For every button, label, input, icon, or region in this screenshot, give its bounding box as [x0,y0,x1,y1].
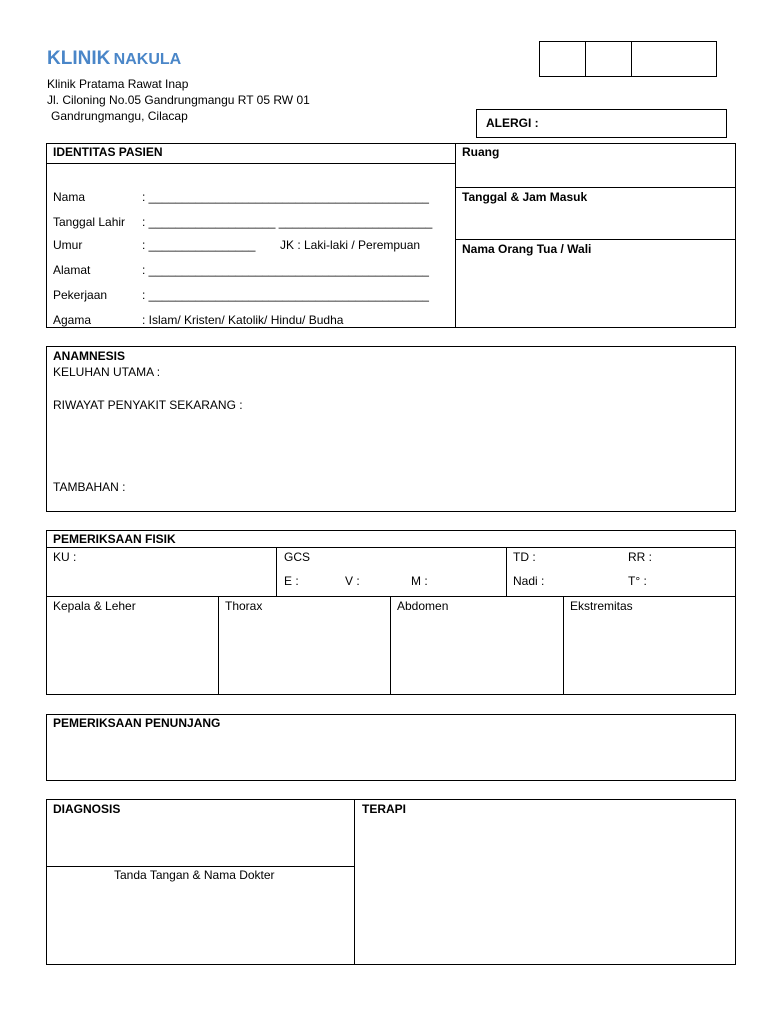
extremities-label: Ekstremitas [570,599,633,613]
job-field[interactable]: : __________________________________________ [142,288,429,302]
job-label: Pekerjaan [53,288,108,302]
room-label: Ruang [462,145,500,159]
name-field[interactable]: : __________________________________________ [142,190,429,204]
address-field[interactable]: : __________________________________________ [142,263,429,277]
additional-label: TAMBAHAN : [53,480,126,494]
vitals-divider [506,547,507,596]
rr-label: RR : [628,550,652,564]
therapy-title: TERAPI [362,802,407,816]
region-divider [563,596,564,695]
vitals-rule [46,596,736,597]
religion-field[interactable]: : Islam/ Kristen/ Katolik/ Hindu/ Budha [142,313,344,327]
present-illness-label: RIWAYAT PENYAKIT SEKARANG : [53,398,243,412]
clinic-name: NAKULA [113,51,182,68]
record-box-divider [631,41,632,77]
guardian-label: Nama Orang Tua / Wali [462,242,592,256]
address-label: Alamat [53,263,91,277]
allergy-label: ALERGI : [486,116,539,130]
identity-divider [455,143,456,328]
gender-field[interactable]: JK : Laki-laki / Perempuan [280,238,421,252]
vitals-divider [276,547,277,596]
thorax-label: Thorax [225,599,263,613]
supporting-exam-title: PEMERIKSAAN PENUNJANG [53,716,221,730]
address-line-2: Jl. Ciloning No.05 Gandrungmangu RT 05 RW 01 [47,93,310,107]
anamnesis-title: ANAMNESIS [53,349,126,363]
ku-label: KU : [53,550,77,564]
religion-label: Agama [53,313,92,327]
diagnosis-signature-rule [46,866,354,867]
age-field[interactable]: : ________________ [142,238,256,252]
chief-complaint-label: KELUHAN UTAMA : [53,365,161,379]
record-box-divider [585,41,586,77]
diagnosis-title: DIAGNOSIS [53,802,121,816]
name-label: Nama [53,190,86,204]
dob-label: Tanggal Lahir [53,215,126,229]
gcs-m-label: M : [411,574,428,588]
pulse-label: Nadi : [513,574,545,588]
head-neck-label: Kepala & Leher [53,599,136,613]
temperature-label: T° : [628,574,647,588]
gcs-label: GCS [284,550,311,564]
record-number-boxes[interactable] [539,41,717,77]
gcs-e-label: E : [284,574,299,588]
region-divider [390,596,391,695]
identity-title-rule [46,163,455,164]
allergy-box[interactable] [476,109,727,138]
region-divider [218,596,219,695]
td-label: TD : [513,550,536,564]
diagnosis-therapy-section [46,799,736,965]
doctor-signature-label: Tanda Tangan & Nama Dokter [114,868,275,882]
physical-exam-title: PEMERIKSAAN FISIK [53,532,176,546]
abdomen-label: Abdomen [397,599,449,613]
identity-title: IDENTITAS PASIEN [53,145,163,159]
address-line-3: Gandrungmangu, Cilacap [51,109,188,123]
clinic-title [47,48,181,70]
room-rule [455,187,736,188]
clinic-prefix: KLINIK [47,48,111,69]
dob-field[interactable]: : ___________________ _______________________ [142,215,433,229]
admission-label: Tanggal & Jam Masuk [462,190,588,204]
admission-rule [455,239,736,240]
diagnosis-therapy-divider [354,799,355,965]
gcs-v-label: V : [345,574,360,588]
age-label: Umur [53,238,83,252]
address-line-1: Klinik Pratama Rawat Inap [47,77,189,91]
physical-title-rule [46,547,736,548]
